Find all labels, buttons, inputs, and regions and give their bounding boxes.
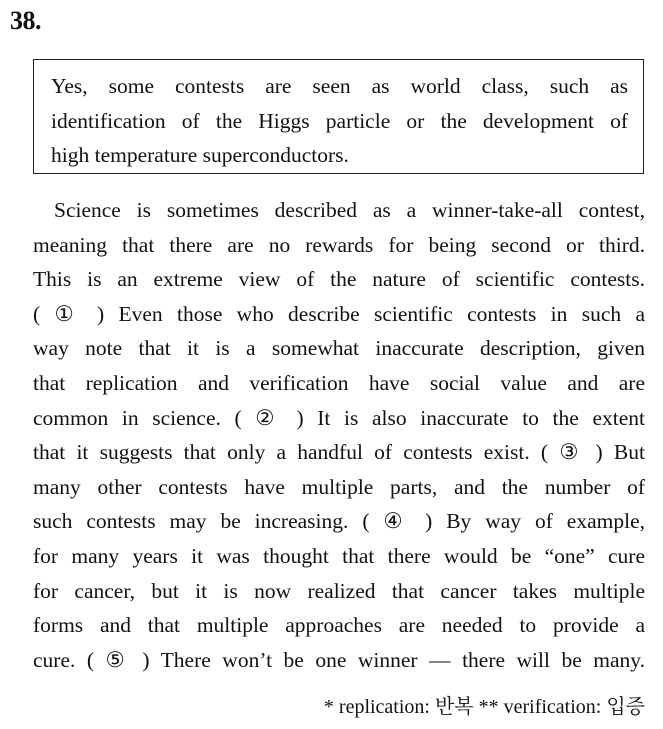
passage-line: many other contests have multiple parts, and the number of [33, 474, 645, 499]
footnotes: * replication: 반복 ** verification: 입증 [323, 696, 645, 718]
given-sentence-line: Yes, some contests are seen as world class, such as [51, 74, 628, 98]
passage-line: for cancer, but it is now realized that cancer takes multiple [33, 578, 645, 603]
passage-line: that it suggests that only a handful of contests exist. ( ③ ) But [33, 440, 645, 465]
passage-line: common in science. ( ② ) It is also inaccurate to the extent [33, 405, 645, 430]
given-sentence-box [33, 59, 644, 174]
passage-line: forms and that multiple approaches are needed to provide a [33, 613, 645, 638]
question-number: 38. [10, 6, 41, 35]
passage-line: way note that it is a somewhat inaccurate description, given [33, 336, 645, 361]
passage-line: This is an extreme view of the nature of scientific contests. [33, 267, 645, 292]
passage [33, 193, 645, 677]
passage-line: meaning that there are no rewards for being second or third. [33, 232, 645, 257]
passage-line: for many years it was thought that there would be “one” cure [33, 543, 645, 568]
passage-line: ( ① ) Even those who describe scientific contests in such a [33, 301, 645, 326]
passage-line: that replication and verification have social value and are [33, 370, 645, 395]
passage-line: Science is sometimes described as a winner-take-all contest, [54, 198, 645, 222]
passage-line: cure. ( ⑤ ) There won’t be one winner — there will be many. [33, 647, 645, 672]
passage-line: such contests may be increasing. ( ④ ) By way of example, [33, 509, 645, 534]
given-sentence-line: high temperature superconductors. [51, 143, 349, 168]
given-sentence-line: identification of the Higgs particle or the development of [51, 108, 628, 133]
